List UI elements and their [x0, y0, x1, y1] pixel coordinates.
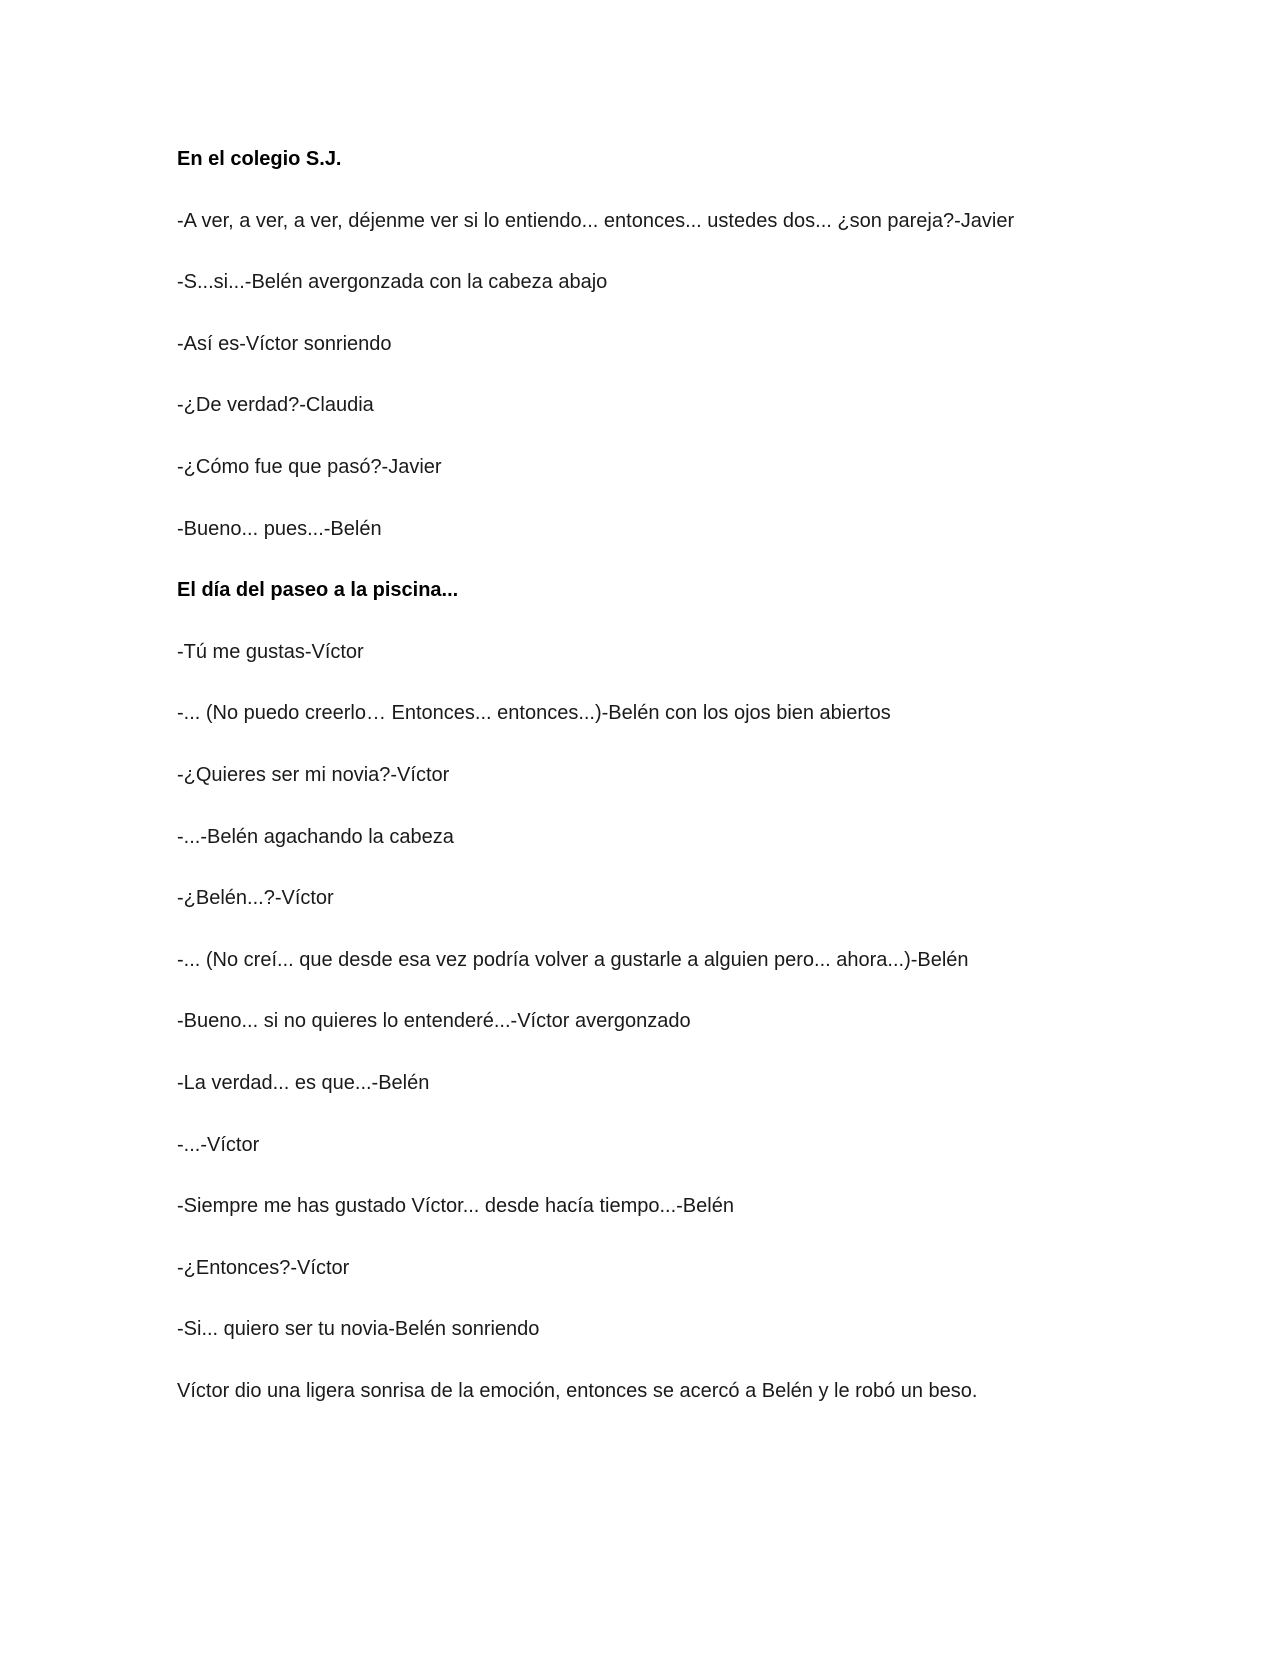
section-heading: El día del paseo a la piscina... [177, 579, 459, 602]
dialogue-line: -La verdad... es que...-Belén [177, 1071, 430, 1094]
dialogue-line: -Así es-Víctor sonriendo [177, 332, 392, 355]
dialogue-line: -¿Quieres ser mi novia?-Víctor [177, 763, 450, 786]
dialogue-line: -Siempre me has gustado Víctor... desde hacía tiempo...-Belén [177, 1195, 734, 1218]
dialogue-line: -Bueno... si no quieres lo entenderé...-Víctor avergonzado [177, 1010, 691, 1033]
section-heading: En el colegio S.J. [177, 148, 342, 170]
dialogue-line: -... (No creí... que desde esa vez podría volver a gustarle a alguien pero... ahora...)-Belén [177, 948, 969, 971]
dialogue-line: -¿Belén...?-Víctor [177, 887, 334, 910]
dialogue-line: -¿De verdad?-Claudia [177, 394, 374, 417]
dialogue-line: -...-Belén agachando la cabeza [177, 825, 454, 848]
dialogue-line: -S...si...-Belén avergonzada con la cabeza abajo [177, 271, 608, 294]
dialogue-line: -...-Víctor [177, 1133, 260, 1156]
document-body [177, 147, 1177, 1440]
dialogue-line: -... (No puedo creerlo… Entonces... entonces...)-Belén con los ojos bien abiertos [177, 702, 891, 725]
narration-paragraph: Víctor dio una ligera sonrisa de la emoción, entonces se acercó a Belén y le robó un beso. [177, 1379, 978, 1402]
dialogue-line: -¿Entonces?-Víctor [177, 1256, 350, 1279]
dialogue-line: -Si... quiero ser tu novia-Belén sonriendo [177, 1318, 540, 1341]
dialogue-line: -¿Cómo fue que pasó?-Javier [177, 455, 442, 478]
dialogue-line: -A ver, a ver, a ver, déjenme ver si lo entiendo... entonces... ustedes dos... ¿son pareja?-Javier [177, 209, 1015, 232]
dialogue-line: -Bueno... pues...-Belén [177, 517, 382, 540]
dialogue-line: -Tú me gustas-Víctor [177, 640, 364, 663]
